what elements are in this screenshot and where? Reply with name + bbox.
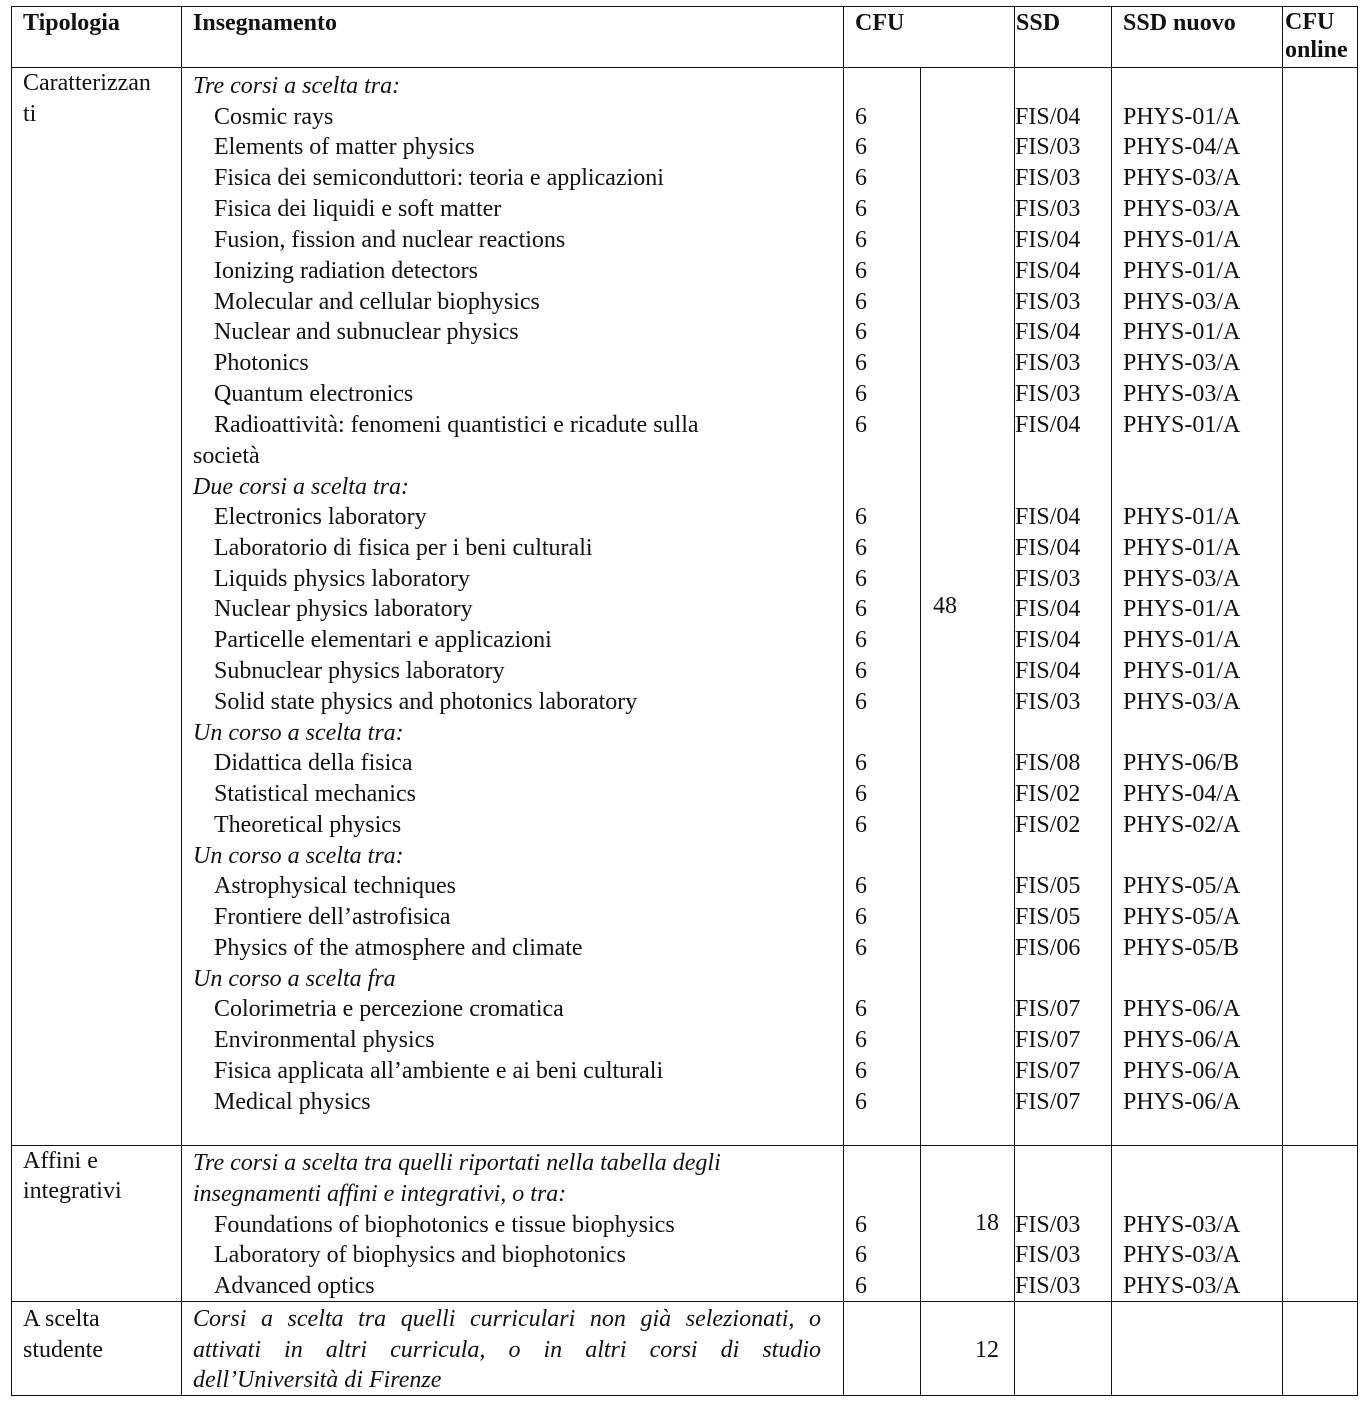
- course-name: Statistical mechanics: [214, 781, 416, 807]
- column-divider-cfu-inner: [920, 67, 921, 1396]
- table-border-bottom: [11, 1395, 1358, 1396]
- course-ssd-new: PHYS-06/A: [1123, 1089, 1241, 1115]
- course-ssd: FIS/08: [1015, 750, 1081, 776]
- course-cfu: 6: [855, 258, 867, 284]
- course-cfu: 6: [855, 319, 867, 345]
- column-divider-1: [181, 6, 182, 1396]
- course-cfu: 6: [855, 1089, 867, 1115]
- course-ssd: FIS/04: [1015, 104, 1081, 130]
- course-cfu: 6: [855, 750, 867, 776]
- header-ssd-nuovo: SSD nuovo: [1123, 10, 1236, 36]
- course-name: Ionizing radiation detectors: [214, 258, 478, 284]
- course-cfu: 6: [855, 996, 867, 1022]
- course-name: Laboratorio di fisica per i beni culturali: [214, 535, 593, 561]
- group-title: Tre corsi a scelta tra:: [193, 73, 401, 99]
- column-divider-2: [843, 6, 844, 1396]
- course-ssd: FIS/04: [1015, 535, 1081, 561]
- course-cfu: 6: [855, 904, 867, 930]
- course-ssd-new: PHYS-03/A: [1123, 165, 1241, 191]
- header-tipologia: Tipologia: [23, 10, 120, 36]
- course-ssd: FIS/03: [1015, 165, 1081, 191]
- course-name-continuation: società: [193, 443, 260, 469]
- group-title: Un corso a scelta tra:: [193, 720, 404, 746]
- course-ssd: FIS/03: [1015, 289, 1081, 315]
- course-cfu: 6: [855, 658, 867, 684]
- course-name: Subnuclear physics laboratory: [214, 658, 505, 684]
- course-name: Astrophysical techniques: [214, 873, 456, 899]
- course-cfu: 6: [855, 935, 867, 961]
- tipologia-scelta-2: studente: [23, 1337, 103, 1363]
- course-ssd: FIS/02: [1015, 781, 1081, 807]
- course-ssd: FIS/04: [1015, 319, 1081, 345]
- course-ssd: FIS/04: [1015, 258, 1081, 284]
- course-ssd: FIS/04: [1015, 596, 1081, 622]
- course-ssd-new: PHYS-01/A: [1123, 258, 1241, 284]
- scelta-total-cfu: 12: [975, 1337, 999, 1363]
- course-name: Nuclear physics laboratory: [214, 596, 473, 622]
- course-ssd: FIS/04: [1015, 504, 1081, 530]
- course-ssd-new: PHYS-06/B: [1123, 750, 1240, 776]
- course-ssd: FIS/03: [1015, 1273, 1081, 1299]
- course-ssd-new: PHYS-05/B: [1123, 935, 1240, 961]
- course-name: Fusion, fission and nuclear reactions: [214, 227, 566, 253]
- course-ssd-new: PHYS-01/A: [1123, 627, 1241, 653]
- table-border-right: [1357, 6, 1358, 1396]
- course-name: Fisica dei liquidi e soft matter: [214, 196, 502, 222]
- tipologia-scelta-1: A scelta: [23, 1306, 100, 1332]
- course-ssd: FIS/03: [1015, 1212, 1081, 1238]
- course-cfu: 6: [855, 689, 867, 715]
- course-ssd-new: PHYS-02/A: [1123, 812, 1241, 838]
- course-cfu: 6: [855, 873, 867, 899]
- course-name: Particelle elementari e applicazioni: [214, 627, 552, 653]
- header-separator: [11, 67, 1358, 68]
- course-name: Laboratory of biophysics and biophotonics: [214, 1242, 626, 1268]
- course-ssd-new: PHYS-04/A: [1123, 134, 1241, 160]
- course-ssd-new: PHYS-03/A: [1123, 689, 1241, 715]
- scelta-description-3: dell’Università di Firenze: [193, 1367, 442, 1393]
- course-name: Physics of the atmosphere and climate: [214, 935, 583, 961]
- course-ssd-new: PHYS-03/A: [1123, 350, 1241, 376]
- course-cfu: 6: [855, 134, 867, 160]
- course-cfu: 6: [855, 104, 867, 130]
- course-cfu: 6: [855, 781, 867, 807]
- caratterizzanti-total-cfu: 48: [933, 593, 957, 619]
- course-cfu: 6: [855, 1058, 867, 1084]
- course-ssd: FIS/03: [1015, 381, 1081, 407]
- column-divider-4: [1111, 6, 1112, 1396]
- course-ssd: FIS/07: [1015, 1027, 1081, 1053]
- course-ssd-new: PHYS-05/A: [1123, 873, 1241, 899]
- affini-total-cfu: 18: [975, 1210, 999, 1236]
- table-border-left: [11, 6, 12, 1396]
- course-name: Liquids physics laboratory: [214, 566, 470, 592]
- course-cfu: 6: [855, 1273, 867, 1299]
- course-ssd: FIS/06: [1015, 935, 1081, 961]
- course-ssd: FIS/03: [1015, 566, 1081, 592]
- course-name: Didattica della fisica: [214, 750, 413, 776]
- course-name: Nuclear and subnuclear physics: [214, 319, 519, 345]
- course-ssd-new: PHYS-06/A: [1123, 1027, 1241, 1053]
- header-cfu-online-1: CFU: [1285, 9, 1335, 35]
- affini-description-2: insegnamenti affini e integrativi, o tra:: [193, 1181, 567, 1207]
- course-ssd-new: PHYS-06/A: [1123, 996, 1241, 1022]
- course-ssd-new: PHYS-03/A: [1123, 1212, 1241, 1238]
- course-ssd: FIS/04: [1015, 627, 1081, 653]
- course-ssd: FIS/07: [1015, 996, 1081, 1022]
- course-cfu: 6: [855, 566, 867, 592]
- course-cfu: 6: [855, 412, 867, 438]
- header-insegnamento: Insegnamento: [193, 10, 338, 36]
- course-ssd-new: PHYS-01/A: [1123, 535, 1241, 561]
- course-name: Electronics laboratory: [214, 504, 427, 530]
- course-ssd: FIS/04: [1015, 658, 1081, 684]
- course-cfu: 6: [855, 381, 867, 407]
- course-ssd-new: PHYS-03/A: [1123, 566, 1241, 592]
- course-name: Environmental physics: [214, 1027, 435, 1053]
- course-cfu: 6: [855, 289, 867, 315]
- course-name: Fisica applicata all’ambiente e ai beni culturali: [214, 1058, 664, 1084]
- course-ssd: FIS/03: [1015, 350, 1081, 376]
- tipologia-caratterizzanti-1: Caratterizzan: [23, 70, 151, 96]
- course-ssd-new: PHYS-04/A: [1123, 781, 1241, 807]
- course-cfu: 6: [855, 596, 867, 622]
- curriculum-table: [11, 6, 1358, 1396]
- course-cfu: 6: [855, 627, 867, 653]
- course-ssd: FIS/03: [1015, 134, 1081, 160]
- scelta-description-2: attivati in altri curricula, o in altri corsi di studio: [193, 1337, 821, 1363]
- affini-description-1: Tre corsi a scelta tra quelli riportati nella tabella degli: [193, 1150, 721, 1176]
- course-ssd-new: PHYS-03/A: [1123, 289, 1241, 315]
- course-cfu: 6: [855, 812, 867, 838]
- course-cfu: 6: [855, 165, 867, 191]
- course-ssd: FIS/04: [1015, 412, 1081, 438]
- course-cfu: 6: [855, 196, 867, 222]
- course-ssd-new: PHYS-03/A: [1123, 1273, 1241, 1299]
- scelta-description-1: Corsi a scelta tra quelli curriculari non già selezionati, o: [193, 1306, 821, 1332]
- course-ssd: FIS/02: [1015, 812, 1081, 838]
- header-cfu: CFU: [855, 10, 905, 36]
- course-ssd-new: PHYS-03/A: [1123, 196, 1241, 222]
- section-separator-scelta: [11, 1301, 1358, 1302]
- group-title: Due corsi a scelta tra:: [193, 474, 409, 500]
- course-name: Solid state physics and photonics laboratory: [214, 689, 638, 715]
- group-title: Un corso a scelta tra:: [193, 843, 404, 869]
- course-ssd: FIS/05: [1015, 873, 1081, 899]
- course-cfu: 6: [855, 1242, 867, 1268]
- course-ssd-new: PHYS-05/A: [1123, 904, 1241, 930]
- course-ssd-new: PHYS-03/A: [1123, 1242, 1241, 1268]
- course-cfu: 6: [855, 1027, 867, 1053]
- course-name: Theoretical physics: [214, 812, 402, 838]
- course-name: Fisica dei semiconduttori: teoria e applicazioni: [214, 165, 664, 191]
- course-ssd: FIS/07: [1015, 1089, 1081, 1115]
- course-ssd: FIS/03: [1015, 689, 1081, 715]
- course-ssd-new: PHYS-06/A: [1123, 1058, 1241, 1084]
- table-border-top: [11, 6, 1358, 7]
- tipologia-caratterizzanti-2: ti: [23, 101, 37, 127]
- course-ssd: FIS/07: [1015, 1058, 1081, 1084]
- course-name: Radioattività: fenomeni quantistici e ricadute sulla: [214, 412, 699, 438]
- course-ssd: FIS/03: [1015, 196, 1081, 222]
- course-cfu: 6: [855, 504, 867, 530]
- course-name: Medical physics: [214, 1089, 371, 1115]
- course-ssd: FIS/03: [1015, 1242, 1081, 1268]
- group-title: Un corso a scelta fra: [193, 966, 396, 992]
- course-name: Frontiere dell’astrofisica: [214, 904, 451, 930]
- course-cfu: 6: [855, 227, 867, 253]
- course-cfu: 6: [855, 350, 867, 376]
- course-cfu: 6: [855, 535, 867, 561]
- course-name: Cosmic rays: [214, 104, 334, 130]
- course-name: Elements of matter physics: [214, 134, 475, 160]
- course-ssd: FIS/05: [1015, 904, 1081, 930]
- course-cfu: 6: [855, 1212, 867, 1238]
- course-ssd-new: PHYS-01/A: [1123, 227, 1241, 253]
- course-name: Photonics: [214, 350, 309, 376]
- course-ssd-new: PHYS-03/A: [1123, 381, 1241, 407]
- course-ssd-new: PHYS-01/A: [1123, 104, 1241, 130]
- course-ssd-new: PHYS-01/A: [1123, 319, 1241, 345]
- course-name: Colorimetria e percezione cromatica: [214, 996, 564, 1022]
- course-name: Advanced optics: [214, 1273, 375, 1299]
- course-name: Foundations of biophotonics e tissue biophysics: [214, 1212, 675, 1238]
- column-divider-5: [1282, 6, 1283, 1396]
- section-separator-affini: [11, 1145, 1358, 1146]
- course-ssd-new: PHYS-01/A: [1123, 412, 1241, 438]
- course-ssd-new: PHYS-01/A: [1123, 504, 1241, 530]
- course-name: Molecular and cellular biophysics: [214, 289, 540, 315]
- course-ssd: FIS/04: [1015, 227, 1081, 253]
- course-name: Quantum electronics: [214, 381, 414, 407]
- course-ssd-new: PHYS-01/A: [1123, 596, 1241, 622]
- header-cfu-online-2: online: [1285, 37, 1348, 63]
- course-ssd-new: PHYS-01/A: [1123, 658, 1241, 684]
- tipologia-affini-2: integrativi: [23, 1178, 122, 1204]
- header-ssd: SSD: [1016, 10, 1061, 36]
- tipologia-affini-1: Affini e: [23, 1148, 98, 1174]
